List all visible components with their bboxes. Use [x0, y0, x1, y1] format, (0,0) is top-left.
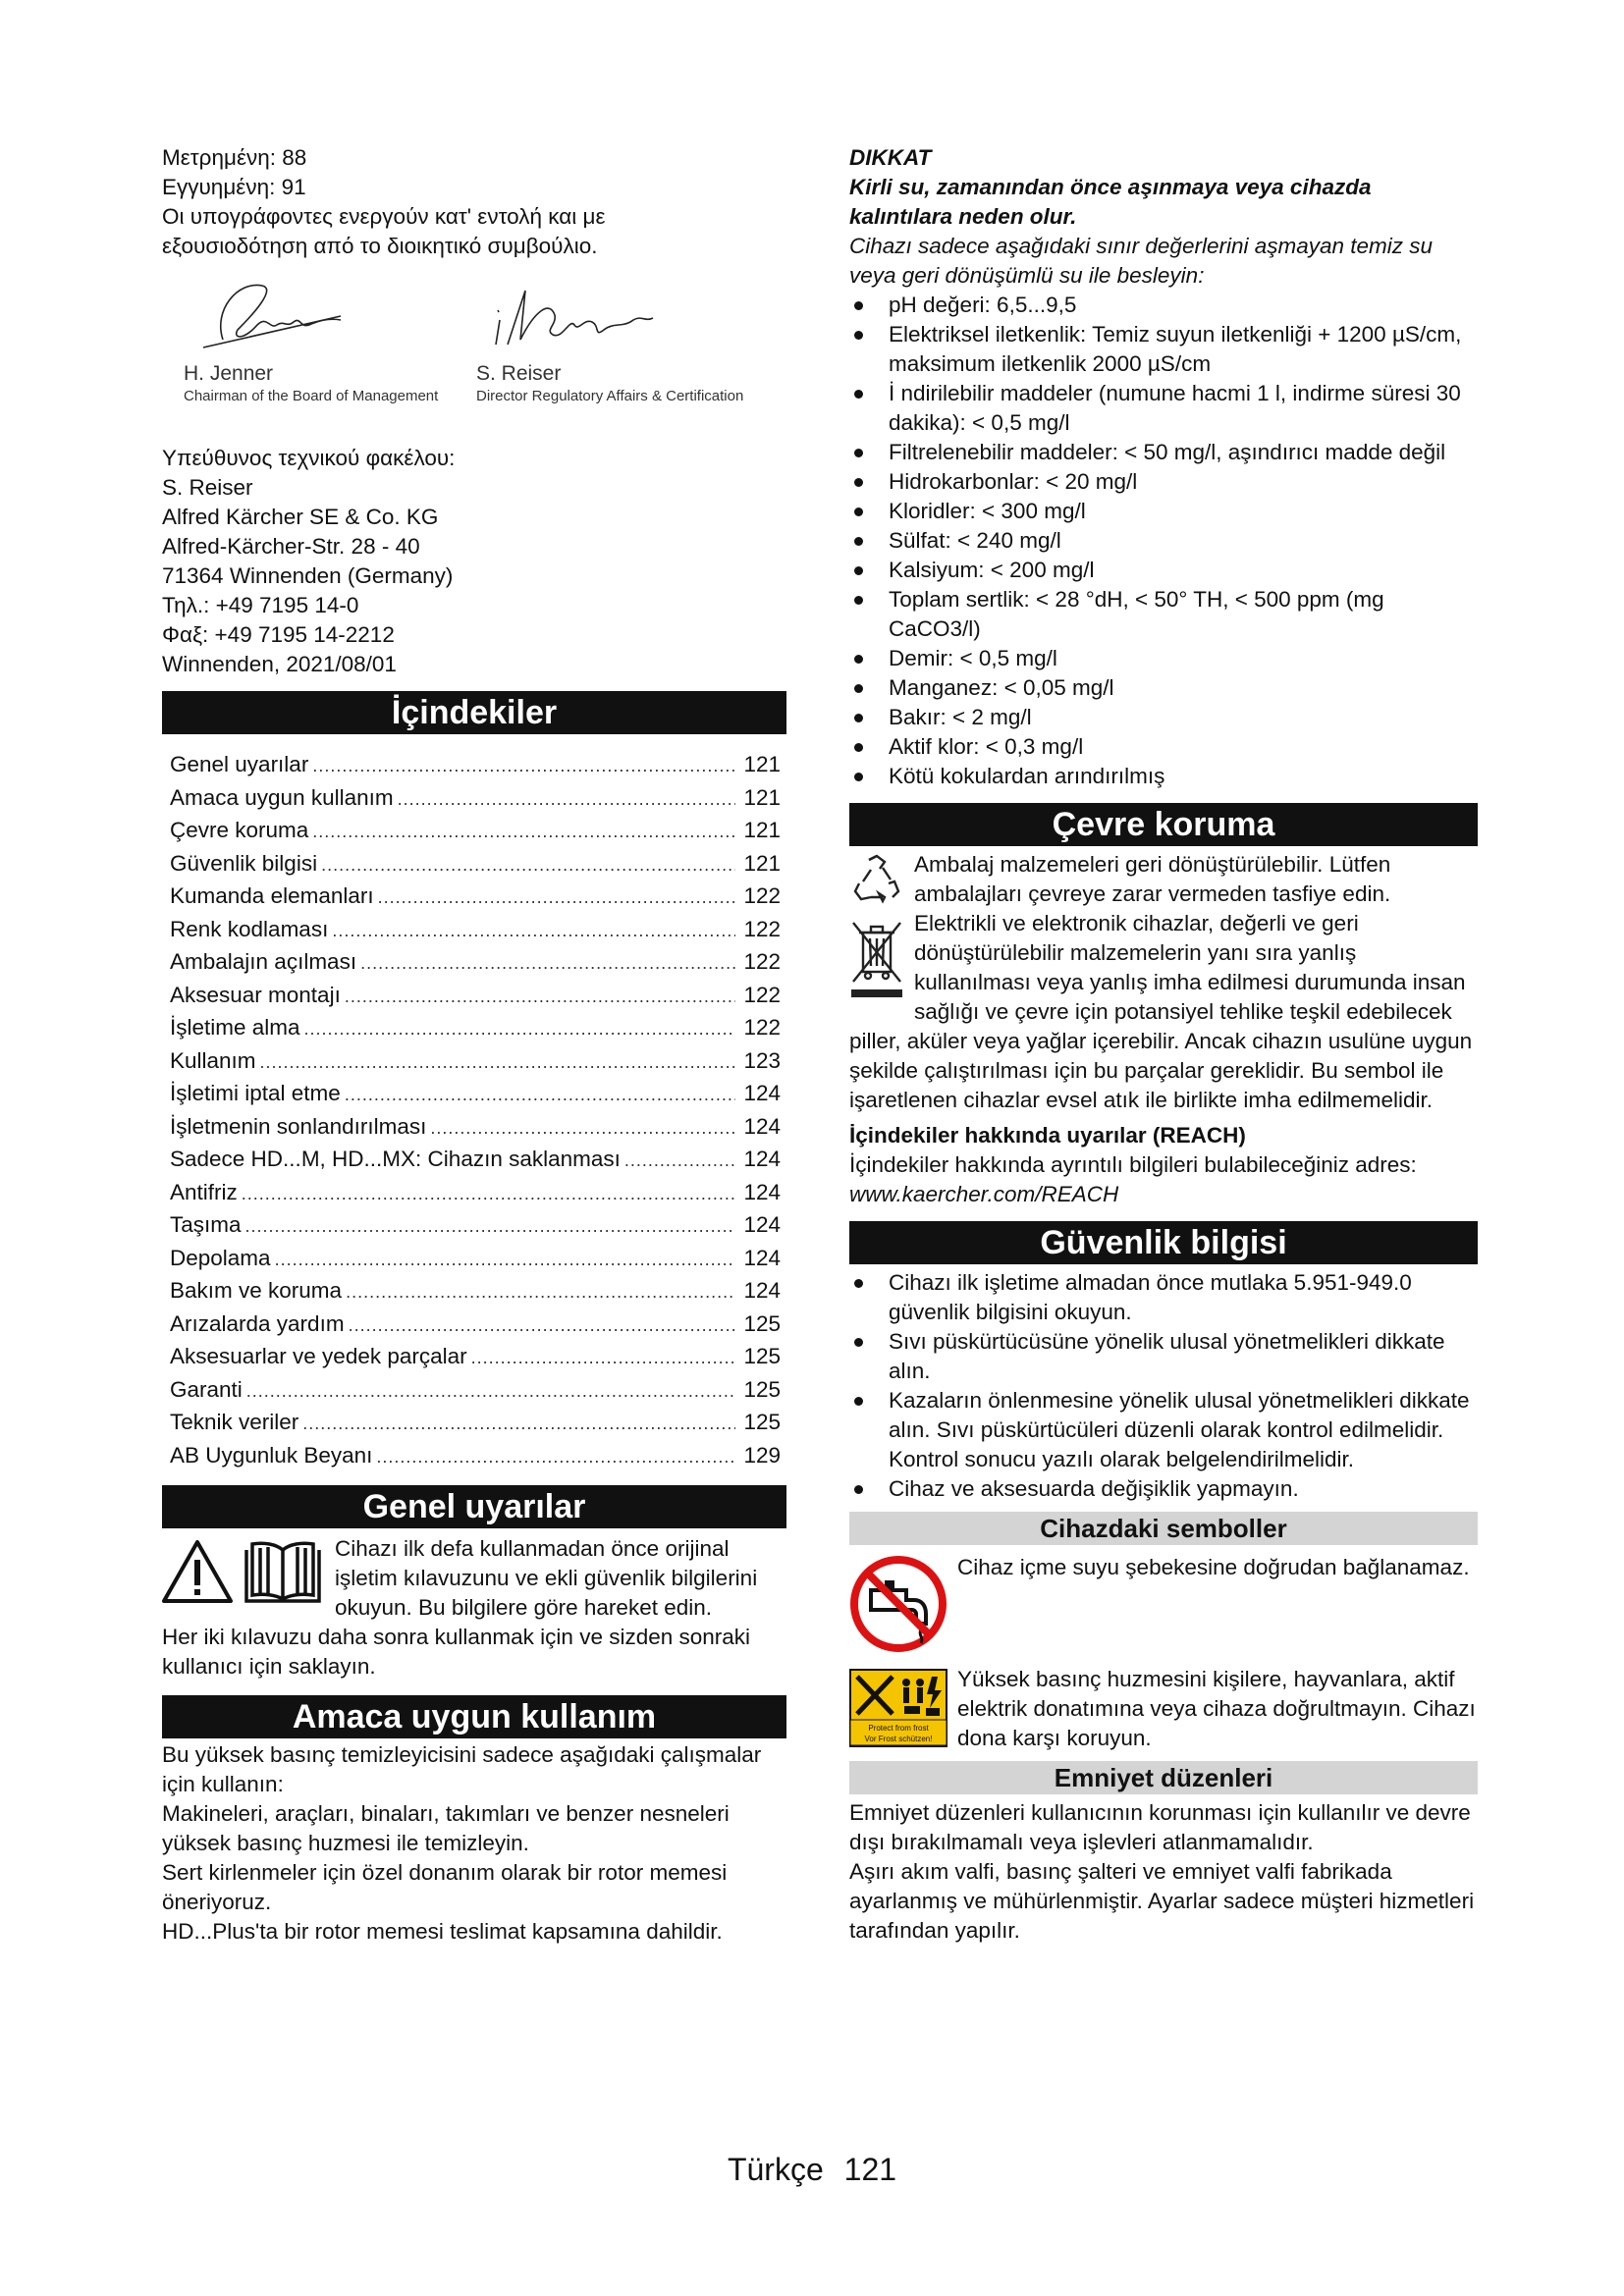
- toc-entry-page: 125: [743, 1344, 781, 1368]
- toc-entry-title: Bakım ve koruma: [170, 1278, 343, 1303]
- toc-leader-dots: [304, 1011, 735, 1046]
- reach-text: [849, 1150, 1478, 1209]
- reach-heading: İçindekiler hakkında uyarılar (REACH): [849, 1123, 1246, 1148]
- toc-entry-page: 124: [743, 1081, 781, 1105]
- toc-entry[interactable]: [170, 1077, 781, 1110]
- toc-entry-title: Kumanda elemanları: [170, 883, 374, 908]
- toc-entry-page: 124: [743, 1278, 781, 1303]
- water-limit-item: Demir: < 0,5 mg/l: [849, 644, 1478, 673]
- toc-leader-dots: [312, 814, 735, 849]
- recycling-icon: [849, 852, 904, 915]
- toc-entry-title: Genel uyarılar: [170, 752, 309, 776]
- signature-title-jenner: Chairman of the Board of Management: [184, 388, 439, 404]
- signature-jenner-image: [184, 271, 409, 361]
- warning-and-manual-icon: [162, 1538, 325, 1615]
- water-limit-item: İ ndirilebilir maddeler (numune hacmi 1 l, indirme süresi 30 dakika): < 0,5 mg/l: [849, 379, 1478, 438]
- toc-entry-title: Teknik veriler: [170, 1410, 299, 1434]
- water-limit-item: Filtrelenebilir maddeler: < 50 mg/l, aşındırıcı madde değil: [849, 438, 1478, 467]
- toc-entry-title: Depolama: [170, 1245, 271, 1270]
- environment-weee-text: Elektrikli ve elektronik cihazlar, değerli ve geri dönüştürülebilir malzemelerin yanı sıra yanlış kullanılması veya yanlış imha edilmesi durumunda insan sağlığı ve çevre için potansiyel tehlike teşkil edebilecek piller, aküler veya yağlar içerebilir. Ancak cihazın usulüne uygun şekilde çalıştırılması için bu parçalar gereklidir. Bu sembol ile işaretlenen cihazlar evsel atık ile birlikte imha edilmemelidir.: [849, 911, 1473, 1112]
- toc-leader-dots: [430, 1110, 735, 1146]
- safety-item: Sıvı püskürtücüsüne yönelik ulusal yönetmelikleri dikkate alın.: [849, 1327, 1478, 1386]
- environment-packaging-text: Ambalaj malzemeleri geri dönüştürülebilir. Lütfen ambalajları çevreye zarar vermeden tasfiye edin.: [914, 852, 1391, 906]
- caution-text: Cihazı sadece aşağıdaki sınır değerlerini aşmayan temiz su veya geri dönüşümlü su ile besleyin:: [849, 234, 1434, 288]
- water-limit-item: Kloridler: < 300 mg/l: [849, 497, 1478, 526]
- toc-entry-page: 124: [743, 1212, 781, 1237]
- toc-leader-dots: [275, 1242, 735, 1277]
- toc-entry-page: 121: [743, 850, 781, 876]
- greek-guaranteed: Εγγυημένη: 91: [162, 175, 306, 199]
- toc-entry-page: 124: [743, 1113, 781, 1139]
- contact-line: Winnenden, 2021/08/01: [162, 652, 397, 676]
- toc-entry-title: AB Uygunluk Beyanı: [170, 1442, 373, 1468]
- toc-leader-dots: [345, 979, 735, 1014]
- toc-entry-page: 122: [743, 949, 781, 974]
- toc-entry-title: Ambalajın açılması: [170, 949, 357, 974]
- toc-entry-title: Renk kodlaması: [170, 916, 329, 941]
- toc-leader-dots: [471, 1340, 735, 1375]
- intended-use-para: Makineleri, araçları, binaları, takımları ve benzer nesneleri yüksek basınç huzmesi ile temizleyin.: [162, 1801, 730, 1855]
- environment-body: [849, 850, 1478, 1209]
- water-limit-item: Elektriksel iletkenlik: Temiz suyun iletkenliği + 1200 µS/cm, maksimum iletkenlik 2000 µS/cm: [849, 320, 1478, 379]
- intended-use-body: [162, 1740, 786, 1947]
- toc-leader-dots: [246, 1373, 735, 1409]
- toc-entry-title: Aksesuar montajı: [170, 982, 341, 1007]
- caution-bold-text: Kirli su, zamanından önce aşınmaya veya cihazda kalıntılara neden olur.: [849, 175, 1372, 229]
- symbol-drinking-water-text: Cihaz içme suyu şebekesine doğrudan bağlanamaz.: [957, 1555, 1470, 1579]
- signature-reiser: [476, 271, 771, 406]
- contact-line: Alfred-Kärcher-Str. 28 - 40: [162, 534, 420, 559]
- toc-entry[interactable]: [170, 1242, 781, 1275]
- toc-entry-page: 122: [743, 1015, 781, 1040]
- symbol-high-pressure-text: Yüksek basınç huzmesini kişilere, hayvanlara, aktif elektrik donatımına veya cihaza doğrultmayın. Cihazı dona karşı koruyun.: [957, 1667, 1476, 1750]
- toc-entry-page: 121: [743, 818, 781, 842]
- safety-item: Cihaz ve aksesuarda değişiklik yapmayın.: [849, 1474, 1478, 1504]
- signature-title-reiser: Director Regulatory Affairs & Certification: [476, 388, 744, 404]
- toc-entry[interactable]: [170, 880, 781, 913]
- toc-entry[interactable]: [170, 1176, 781, 1209]
- toc-leader-dots: [312, 748, 735, 783]
- greek-signatories-2: εξουσιοδότηση από το διοικητικό συμβούλιο.: [162, 234, 598, 258]
- water-limit-item: Sülfat: < 240 mg/l: [849, 526, 1478, 556]
- toc-entry[interactable]: [170, 1044, 781, 1078]
- contact-block: [162, 444, 786, 679]
- toc-leader-dots: [398, 781, 735, 817]
- safety-heading: Güvenlik bilgisi: [849, 1221, 1478, 1264]
- footer-language: Türkçe: [727, 2152, 824, 2187]
- water-limit-item: Kötü kokulardan arındırılmış: [849, 762, 1478, 791]
- toc-entry-page: 124: [743, 1179, 781, 1204]
- toc-entry-title: Amaca uygun kullanım: [170, 784, 394, 810]
- water-limit-item: Hidrokarbonlar: < 20 mg/l: [849, 467, 1478, 497]
- water-limit-item: Kalsiyum: < 200 mg/l: [849, 556, 1478, 585]
- toc-entry-page: 121: [743, 752, 781, 776]
- toc-entry[interactable]: [170, 1439, 781, 1472]
- contact-line: Τηλ.: +49 7195 14-0: [162, 593, 359, 617]
- toc-leader-dots: [360, 945, 735, 981]
- signature-name-reiser: S. Reiser: [476, 362, 562, 385]
- toc-leader-dots: [349, 1308, 735, 1343]
- toc-entry-page: 125: [743, 1376, 781, 1402]
- toc-entry-page: 122: [743, 916, 781, 941]
- toc-entry[interactable]: [170, 1373, 781, 1407]
- general-block: [162, 1534, 786, 1682]
- toc-leader-dots: [321, 847, 735, 882]
- toc-entry-title: Aksesuarlar ve yedek parçalar: [170, 1344, 467, 1368]
- caution-label: DIKKAT: [849, 145, 932, 170]
- general-text-2: Her iki kılavuzu daha sonra kullanmak için ve sizden sonraki kullanıcı için saklayın.: [162, 1625, 751, 1679]
- toc-leader-dots: [345, 1077, 735, 1112]
- toc-entry[interactable]: [170, 1143, 781, 1176]
- safety-list: [849, 1268, 1478, 1504]
- toc-entry-title: Sadece HD...M, HD...MX: Cihazın saklanması: [170, 1147, 621, 1171]
- toc-entry-title: Arızalarda yardım: [170, 1310, 345, 1336]
- toc-entry-page: 123: [743, 1047, 781, 1073]
- symbol-drinking-water: [849, 1553, 1478, 1651]
- toc-entry-title: Garanti: [170, 1376, 243, 1402]
- toc-leader-dots: [346, 1274, 735, 1309]
- symbol-high-pressure: [849, 1665, 1478, 1753]
- safety-devices-para: Aşırı akım valfi, basınç şalteri ve emniyet valfi fabrikada ayarlanmış ve mühürlenmiştir. Ayarlar sadece müşteri hizmetleri tarafından yapılır.: [849, 1859, 1475, 1943]
- general-text: Cihazı ilk defa kullanmadan önce orijinal işletim kılavuzunu ve ekli güvenlik bilgilerini okuyun. Bu bilgilere göre hareket edin.: [335, 1536, 758, 1620]
- water-limit-item: Aktif klor: < 0,3 mg/l: [849, 732, 1478, 762]
- toc-entry[interactable]: [170, 1406, 781, 1439]
- toc-entry-page: 124: [743, 1245, 781, 1270]
- toc-entry-page: 125: [743, 1310, 781, 1336]
- contact-line: Υπεύθυνος τεχνικού φακέλου:: [162, 446, 456, 470]
- toc-entry[interactable]: [170, 945, 781, 979]
- toc-entry-title: İşletime alma: [170, 1015, 300, 1040]
- general-heading: Genel uyarılar: [162, 1485, 786, 1528]
- footer-page-number: 121: [843, 2152, 897, 2187]
- intended-use-para: Bu yüksek basınç temizleyicisini sadece aşağıdaki çalışmalar için kullanın:: [162, 1742, 762, 1796]
- toc-entry-title: Taşıma: [170, 1212, 242, 1237]
- signatures: [162, 271, 786, 418]
- toc-entry-page: 122: [743, 883, 781, 908]
- safety-item: Cihazı ilk işletime almadan önce mutlaka 5.951-949.0 güvenlik bilgisini okuyun.: [849, 1268, 1478, 1327]
- intended-use-para: Sert kirlenmeler için özel donanım olarak bir rotor memesi öneriyoruz.: [162, 1860, 728, 1914]
- reach-url-link[interactable]: www.kaercher.com/REACH: [849, 1182, 1119, 1206]
- toc-entry[interactable]: [170, 913, 781, 946]
- greek-measured: Μετρημένη: 88: [162, 145, 307, 170]
- toc-entry[interactable]: [170, 1274, 781, 1308]
- toc-entry[interactable]: [170, 1011, 781, 1044]
- reach-text-body: İçindekiler hakkında ayrıntılı bilgileri bulabileceğiniz adres:: [849, 1152, 1417, 1177]
- device-symbols-heading: Cihazdaki semboller: [849, 1512, 1478, 1545]
- toc-leader-dots: [624, 1143, 735, 1178]
- toc-entry[interactable]: [170, 847, 781, 881]
- water-limit-item: Toplam sertlik: < 28 °dH, < 50° TH, < 500 ppm (mg CaCO3/l): [849, 585, 1478, 644]
- page-footer: [0, 2150, 1624, 2189]
- intended-use-heading: Amaca uygun kullanım: [162, 1695, 786, 1738]
- greek-signatories-1: Οι υπογράφοντες ενεργούν κατ' εντολή και με: [162, 204, 606, 229]
- toc-entry-title: İşletimi iptal etme: [170, 1081, 341, 1105]
- toc-entry-page: 129: [743, 1442, 781, 1468]
- toc-entry-page: 121: [743, 784, 781, 810]
- toc-entry[interactable]: [170, 1340, 781, 1373]
- toc-entry-title: Çevre koruma: [170, 818, 309, 842]
- toc-entry-title: İşletmenin sonlandırılması: [170, 1113, 427, 1139]
- toc-leader-dots: [378, 880, 735, 915]
- frost-label-en: Protect from frost: [868, 1724, 929, 1733]
- contact-line: S. Reiser: [162, 475, 253, 500]
- contact-line: Φαξ: +49 7195 14-2212: [162, 622, 395, 647]
- water-limit-list: [849, 291, 1478, 791]
- toc-entry-title: Kullanım: [170, 1047, 256, 1073]
- toc-entry-title: Güvenlik bilgisi: [170, 850, 318, 876]
- toc-entry-title: Antifriz: [170, 1179, 238, 1204]
- contact-line: Alfred Kärcher SE & Co. KG: [162, 505, 439, 529]
- toc-entry[interactable]: [170, 1208, 781, 1242]
- toc-entry[interactable]: [170, 814, 781, 847]
- high-pressure-warning-icon: [849, 1669, 947, 1755]
- toc-entry[interactable]: [170, 1110, 781, 1144]
- contact-line: 71364 Winnenden (Germany): [162, 563, 454, 588]
- water-limit-item: pH değeri: 6,5...9,5: [849, 291, 1478, 320]
- toc-entry[interactable]: [170, 979, 781, 1012]
- signature-jenner: [184, 271, 468, 406]
- crossed-bin-icon: [849, 919, 904, 1011]
- water-limit-item: Manganez: < 0,05 mg/l: [849, 673, 1478, 703]
- left-column: [162, 143, 786, 1947]
- safety-devices-heading: Emniyet düzenleri: [849, 1761, 1478, 1794]
- toc-entry[interactable]: [170, 1308, 781, 1341]
- toc-leader-dots: [260, 1044, 735, 1080]
- intended-use-para: HD...Plus'ta bir rotor memesi teslimat kapsamına dahildir.: [162, 1919, 723, 1944]
- frost-label-de: Vor Frost schützen!: [864, 1735, 933, 1743]
- toc-entry-page: 122: [743, 982, 781, 1007]
- toc-entry-page: 125: [743, 1410, 781, 1434]
- signature-name-jenner: H. Jenner: [184, 362, 274, 385]
- toc-leader-dots: [302, 1406, 735, 1441]
- signature-reiser-image: [476, 271, 702, 361]
- toc-entry-page: 124: [743, 1147, 781, 1171]
- table-of-contents: [162, 748, 786, 1471]
- environment-heading: Çevre koruma: [849, 803, 1478, 846]
- toc-entry[interactable]: [170, 748, 781, 781]
- safety-devices-para: Emniyet düzenleri kullanıcının korunması için kullanılır ve devre dışı bırakılmamalı veya işlevleri atlanmamalıdır.: [849, 1800, 1471, 1854]
- toc-leader-dots: [245, 1208, 735, 1244]
- safety-item: Kazaların önlenmesine yönelik ulusal yönetmelikleri dikkate alın. Sıvı püskürtücüleri düzenli olarak kontrol edilmelidir. Kontrol sonucu yazılı olarak belgelendirilmelidir.: [849, 1386, 1478, 1474]
- safety-devices-body: [849, 1798, 1478, 1946]
- toc-leader-dots: [376, 1439, 735, 1474]
- water-limit-item: Bakır: < 2 mg/l: [849, 703, 1478, 732]
- toc-heading: İçindekiler: [162, 691, 786, 734]
- right-column: [849, 143, 1478, 1946]
- no-drinking-water-icon: [849, 1555, 947, 1661]
- toc-leader-dots: [242, 1176, 735, 1211]
- toc-leader-dots: [332, 913, 735, 948]
- toc-entry[interactable]: [170, 781, 781, 815]
